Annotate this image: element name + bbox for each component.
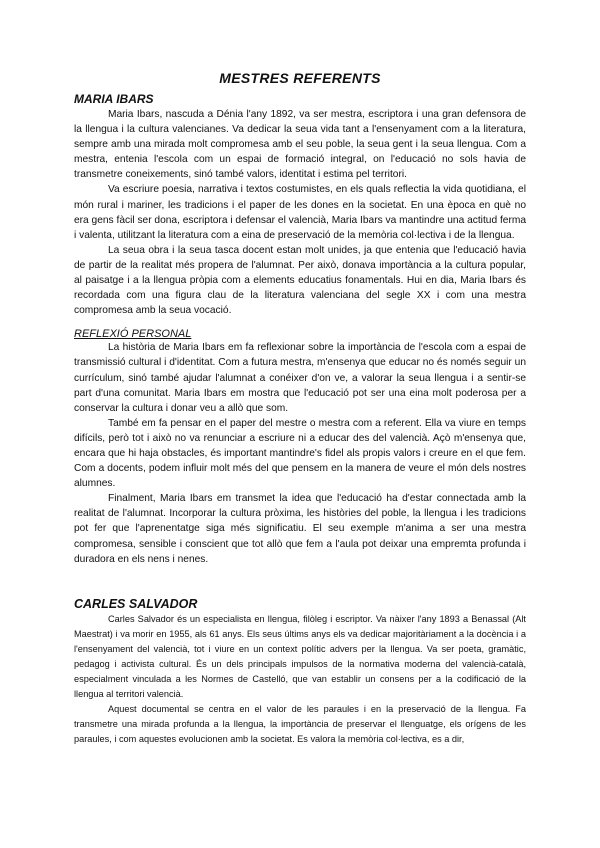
body-paragraph: La seua obra i la seua tasca docent estan molt unides, ja que entenia que l'educació havia de partir de la realitat més propera de l'alumnat. Per això, donava importància a la cultura popular, al paisatge i a la llengua pròpia com a elements educatius fonamentals. Hui en dia, Maria Ibars és recordada com una figura clau de la literatura valenciana del segle XX i com una mestra compromesa amb la seua vocació. (74, 244, 526, 317)
section-maria-ibars (74, 92, 526, 567)
body-paragraph: Carles Salvador és un especialista en llengua, filòleg i escriptor. Va nàixer l'any 1893 a Benassal (Alt Maestrat) i va morir en 1955, als 61 anys. Els seus últims anys els va dedicar majoritàriament a la docència i a l'ensenyament del valencià, tot i viure en un context polític advers per la llengua. Va ser poeta, gramàtic, pedagog i activista cultural. És un dels principals impulsos de la normativa moderna del valencià-català, especialment vinculada a les Normes de Castelló, que van establir un consens per a la codificació de la llengua al territori valencià. (74, 613, 526, 699)
reflection-paragraph: La història de Maria Ibars em fa reflexionar sobre la importància de l'escola com a espai de transmissió cultural i d'identitat. Com a futura mestra, m'ensenya que educar no és només seguir un currículum, sinó també ajudar l'alumnat a conéixer d'on ve, a valorar la seua llengua i a sentir-se part d'una comunitat. Maria Ibars em mostra que l'educació pot ser una eina molt poderosa per a conservar la cultura i donar veu a allò que som. (74, 342, 526, 414)
document-content (74, 70, 526, 747)
body-paragraph: Va escriure poesia, narrativa i textos costumistes, en els quals reflectia la vida quotidiana, el món rural i mariner, les tradicions i el paper de les dones en la societat. En una època en què no era gens fàcil ser dona, escriptora i defensar el valencià, Maria Ibars va mantindre una actitud ferma i valenta, utilitzant la literatura com a eina de preservació de la memòria col·lectiva i de la llengua. (74, 184, 526, 241)
section-heading: CARLES SALVADOR (74, 596, 198, 611)
document-title: MESTRES REFERENTS (219, 70, 381, 86)
section-heading: MARIA IBARS (74, 92, 154, 106)
body-paragraph: Maria Ibars, nascuda a Dénia l'any 1892, va ser mestra, escriptora i una gran defensora de la llengua i la cultura valencianes. Va dedicar la seua vida tant a l'ensenyament com a la literatura, sempre amb una mirada molt compromesa amb el seu poble, la seua gent i la seua llengua. Com a mestra, entenia l'escola com un espai de formació integral, on l'educació no sols havia de transmetre coneixements, sinó també valors, identitat i estima pel territori. (74, 109, 526, 181)
section-carles-salvador (74, 597, 526, 747)
reflection-heading: REFLEXIÓ PERSONAL (74, 328, 192, 341)
reflection-paragraph: També em fa pensar en el paper del mestre o mestra com a referent. Ella va viure en temps difícils, però tot i això no va renunciar a escriure ni a educar des del valencià. Açò m'ensenya que, encara que hi haja obstacles, és important mantindre's fidel als propis valors i creure en el que fem. Com a docents, podem influir molt més del que pensem en la manera de veure el món dels nostres alumnes. (74, 417, 526, 490)
body-paragraph: Aquest documental se centra en el valor de les paraules i en la preservació de la llengua. Fa transmetre una mirada profunda a la llengua, la importància de preservar el llenguatge, els orígens de les paraules, i com aquestes evolucionen amb la societat. Es valora la memòria col·lectiva, es a dir, (74, 703, 526, 744)
reflection-paragraph: Finalment, Maria Ibars em transmet la idea que l'educació ha d'estar connectada amb la realitat de l'alumnat. Incorporar la cultura pròxima, les històries del poble, la llengua i les tradicions pot fer que l'aprenentatge siga més significatiu. El seu exemple m'anima a ser una mestra compromesa, sensible i conscient que tot allò que fem a l'aula pot deixar una empremta profunda i duradora en els nens i nenes. (74, 493, 526, 565)
